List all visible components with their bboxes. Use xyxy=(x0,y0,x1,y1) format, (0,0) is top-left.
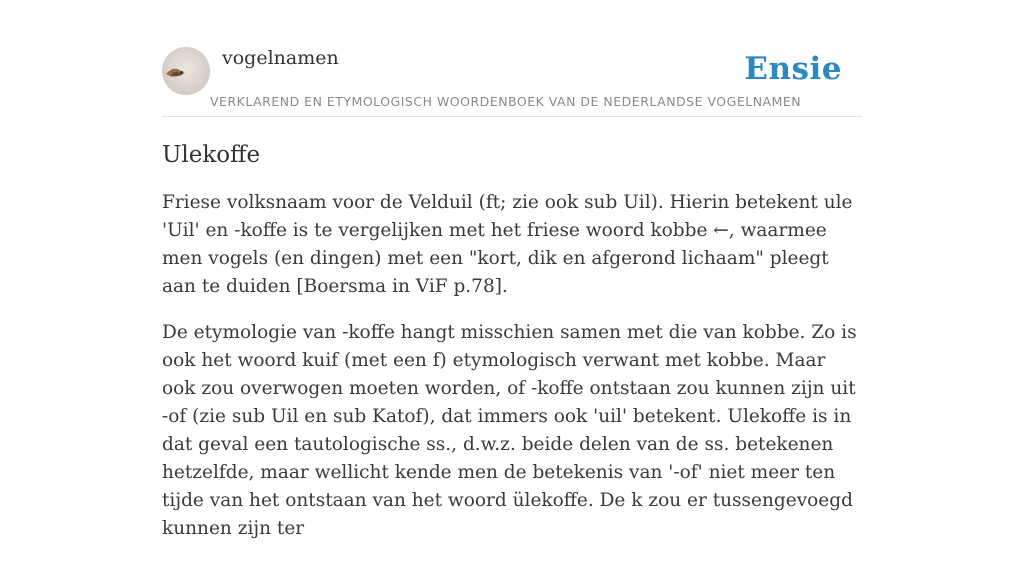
ensie-logo[interactable]: Ensie xyxy=(744,51,842,87)
dictionary-name-link[interactable]: vogelnamen xyxy=(222,47,339,69)
bird-avatar-icon[interactable] xyxy=(162,47,210,95)
entry-paragraph-1: Friese volksnaam voor de Velduil (ft; zie ook sub Uil). Hierin betekent ule 'Uil' en -koffe is te vergelijken met het friese woord kobbe ←, waarmee men vogels (en dingen) met een "kort, dik en afgerond lichaam" pleegt aan te duiden [Boersma in ViF p.78]. xyxy=(162,192,853,297)
entry-title: Ulekoffe xyxy=(162,142,261,168)
bird-avatar-image xyxy=(162,47,210,95)
entry-content xyxy=(162,141,862,561)
dictionary-subtitle: VERKLAREND EN ETYMOLOGISCH WOORDENBOEK VAN DE NEDERLANDSE VOGELNAMEN xyxy=(210,94,802,109)
entry-paragraph-2: De etymologie van -koffe hangt misschien samen met die van kobbe. Zo is ook het woord kuif (met een f) etymologisch verwant met kobbe. Maar ook zou overwogen moeten worden, of -koffe ontstaan zou kunnen zijn uit -of (zie sub Uil en sub Katof), dat immers ook 'uil' betekent. Ulekoffe is in dat geval een tautologische ss., d.w.z. beide delen van de ss. betekenen hetzelfde, maar wellicht kende men de betekenis van '-of' niet meer ten tijde van het ontstaan van het woord ülekoffe. De k zou er tussengevoegd kunnen zijn ter xyxy=(162,322,857,539)
dictionary-header xyxy=(162,40,862,117)
